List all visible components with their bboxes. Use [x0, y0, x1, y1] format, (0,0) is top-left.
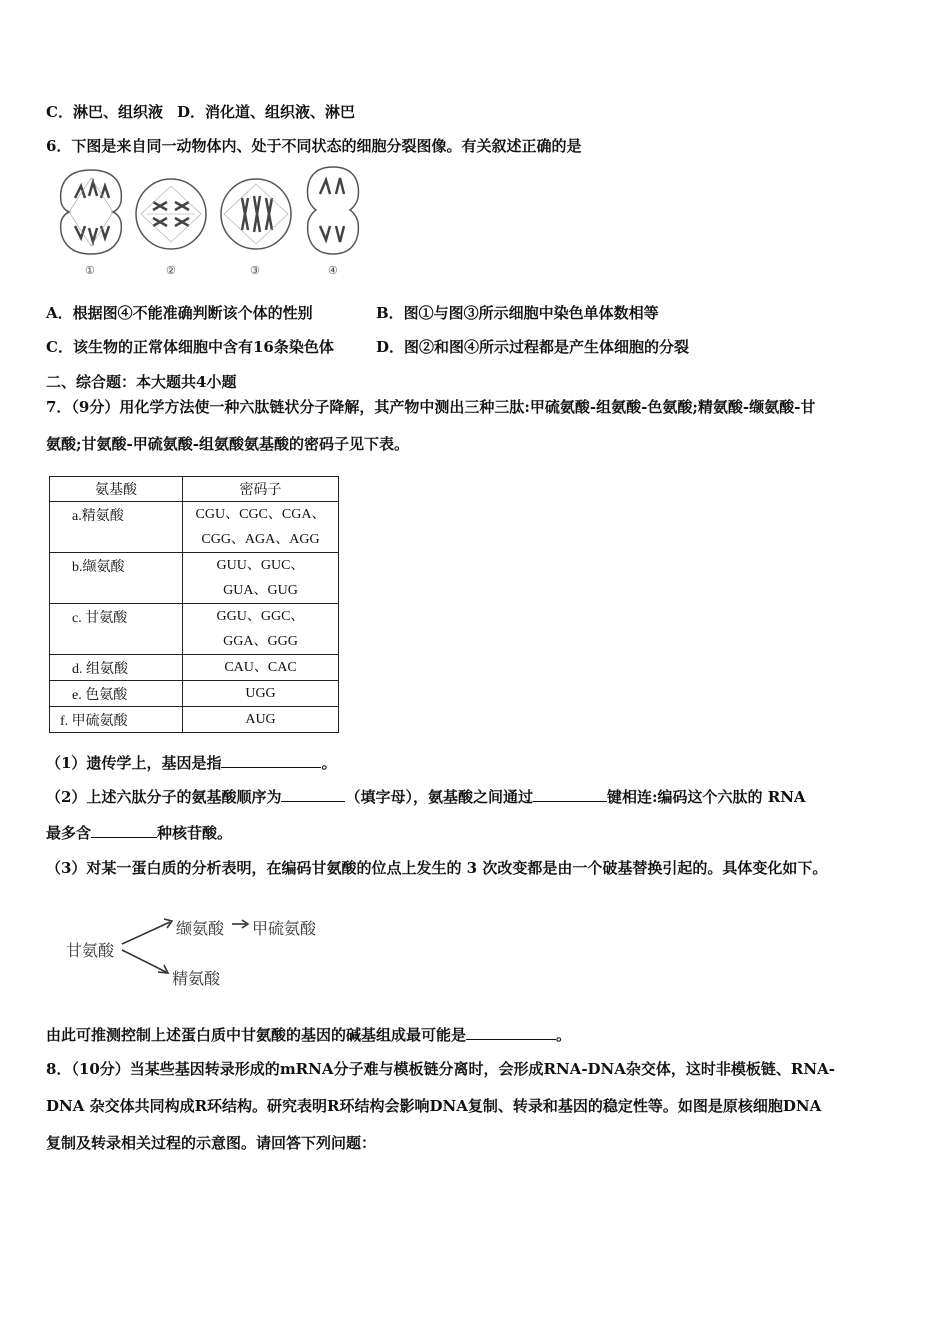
table-row: [50, 655, 339, 681]
answer-blank[interactable]: [533, 786, 607, 802]
q8-line2: DNA 杂交体共同构成R环结构。研究表明R环结构会影响DNA复制、转录和基因的稳定性等。如图是原核细胞DNA: [46, 1097, 822, 1115]
cell-figure-4: [302, 164, 364, 258]
q7-sub2-text-c: 键相连:编码这个六肽的 RNA: [606, 788, 806, 806]
codon-cell: [183, 604, 339, 655]
q8-line1: 8．（10分）当某些基因转录形成的mRNA分子难与模板链分离时，会形成RNA-DNA杂交体，这时非模板链、RNA-: [46, 1060, 835, 1078]
q6-option-b: B．图①与图③所示细胞中染色单体数相等: [376, 304, 659, 322]
q6-option-d: D．图②和图④所示过程都是产生体细胞的分裂: [376, 338, 690, 356]
q5-options: [46, 102, 355, 122]
q7-conclusion-end: 。: [556, 1026, 572, 1044]
table-row: [50, 502, 339, 553]
table-row: [50, 604, 339, 655]
q5-option-c-label: C．: [46, 103, 73, 121]
q7-stem-line2: 氨酸;甘氨酸-甲硫氨酸-组氨酸氨基酸的密码子见下表。: [46, 435, 409, 453]
amino-acid-cell: b.缬氨酸: [50, 553, 183, 604]
codon-cell: [183, 553, 339, 604]
codon-cell: [183, 502, 339, 553]
q6-option-c: C．该生物的正常体细胞中含有16条染色体: [46, 338, 334, 356]
table-row: [50, 553, 339, 604]
table-row: [50, 681, 339, 707]
q5-option-d-label: D．: [176, 103, 205, 121]
amino-acid-cell: a.精氨酸: [50, 502, 183, 553]
answer-blank[interactable]: [466, 1024, 556, 1040]
q7-conclusion-text: 由此可推测控制上述蛋白质中甘氨酸的基因的碱基组成最可能是: [46, 1026, 467, 1044]
q6-option-a: A．根据图④不能准确判断该个体的性别: [46, 304, 313, 322]
flow-upper: 缬氨酸: [176, 919, 225, 938]
cell-figure-3: [218, 176, 294, 252]
codon-line: GGA、GGG: [223, 634, 298, 649]
cell-label-1: ①: [85, 264, 95, 277]
amino-acid-cell: c. 甘氨酸: [50, 604, 183, 655]
q7-sub1: [46, 752, 336, 773]
q8-line3: 复制及转录相关过程的示意图。请回答下列问题：: [46, 1134, 377, 1152]
cell-label-3: ③: [250, 264, 260, 277]
codon-cell: UGG: [183, 681, 339, 707]
amino-acid-cell: d. 组氨酸: [50, 655, 183, 681]
q7-sub3: （3）对某一蛋白质的分析表明，在编码甘氨酸的位点上发生的 3 次改变都是由一个破基替换引起的。具体变化如下。: [46, 859, 828, 877]
cell-label-2: ②: [166, 264, 176, 277]
codon-cell: CAU、CAC: [183, 655, 339, 681]
section-title: 二、综合题：本大题共4小题: [46, 373, 237, 391]
flow-upper-next: 甲硫氨酸: [252, 919, 317, 938]
codon-line: GUU、GUC、: [216, 558, 305, 573]
answer-blank[interactable]: [91, 822, 157, 838]
q7-sub2-text-e: 种核苷酸。: [157, 824, 233, 842]
q6-stem: 6．下图是来自同一动物体内、处于不同状态的细胞分裂图像。有关叙述正确的是: [46, 137, 582, 155]
codon-line: CGU、CGC、CGA、: [195, 507, 326, 522]
cell-figure-2: [133, 176, 209, 252]
q7-sub2-text-a: （2）上述六肽分子的氨基酸顺序为: [46, 788, 282, 806]
mutation-diagram: [60, 900, 360, 1000]
q7-sub2: [46, 786, 806, 807]
cell-figure-1: [55, 166, 127, 258]
q7-sub1-end: 。: [321, 754, 337, 772]
codon-line: GUA、GUG: [223, 583, 298, 598]
q7-sub2-text-b: （填字母），氨基酸之间通过: [345, 788, 533, 806]
header-amino-acid: 氨基酸: [50, 477, 183, 502]
q7-sub1-text: （1）遗传学上，基因是指: [46, 754, 222, 772]
codon-table: [49, 476, 339, 733]
flow-start: 甘氨酸: [66, 941, 115, 960]
codon-line: GGU、GGC、: [216, 609, 305, 624]
answer-blank[interactable]: [281, 786, 345, 802]
amino-acid-cell: f. 甲硫氨酸: [50, 707, 183, 733]
codon-line: CGG、AGA、AGG: [201, 532, 320, 547]
cell-label-4: ④: [328, 264, 338, 277]
q7-conclusion: [46, 1024, 571, 1045]
flow-lower: 精氨酸: [172, 969, 221, 988]
q7-stem-line1: 7．（9分）用化学方法使一种六肽链状分子降解，其产物中测出三种三肽:甲硫氨酸-组氨酸-色氨酸;精氨酸-缬氨酸-甘: [46, 398, 816, 416]
table-row: [50, 707, 339, 733]
header-codon: 密码子: [183, 477, 339, 502]
q7-sub2-cont: [46, 822, 232, 843]
codon-table-header: [50, 477, 339, 502]
q5-option-c-text: 淋巴、组织液: [72, 103, 163, 121]
amino-acid-cell: e. 色氨酸: [50, 681, 183, 707]
answer-blank[interactable]: [221, 752, 321, 768]
q5-option-d-text: 消化道、组织液、淋巴: [204, 103, 355, 121]
codon-cell: AUG: [183, 707, 339, 733]
q7-sub2-text-d: 最多含: [46, 824, 92, 842]
